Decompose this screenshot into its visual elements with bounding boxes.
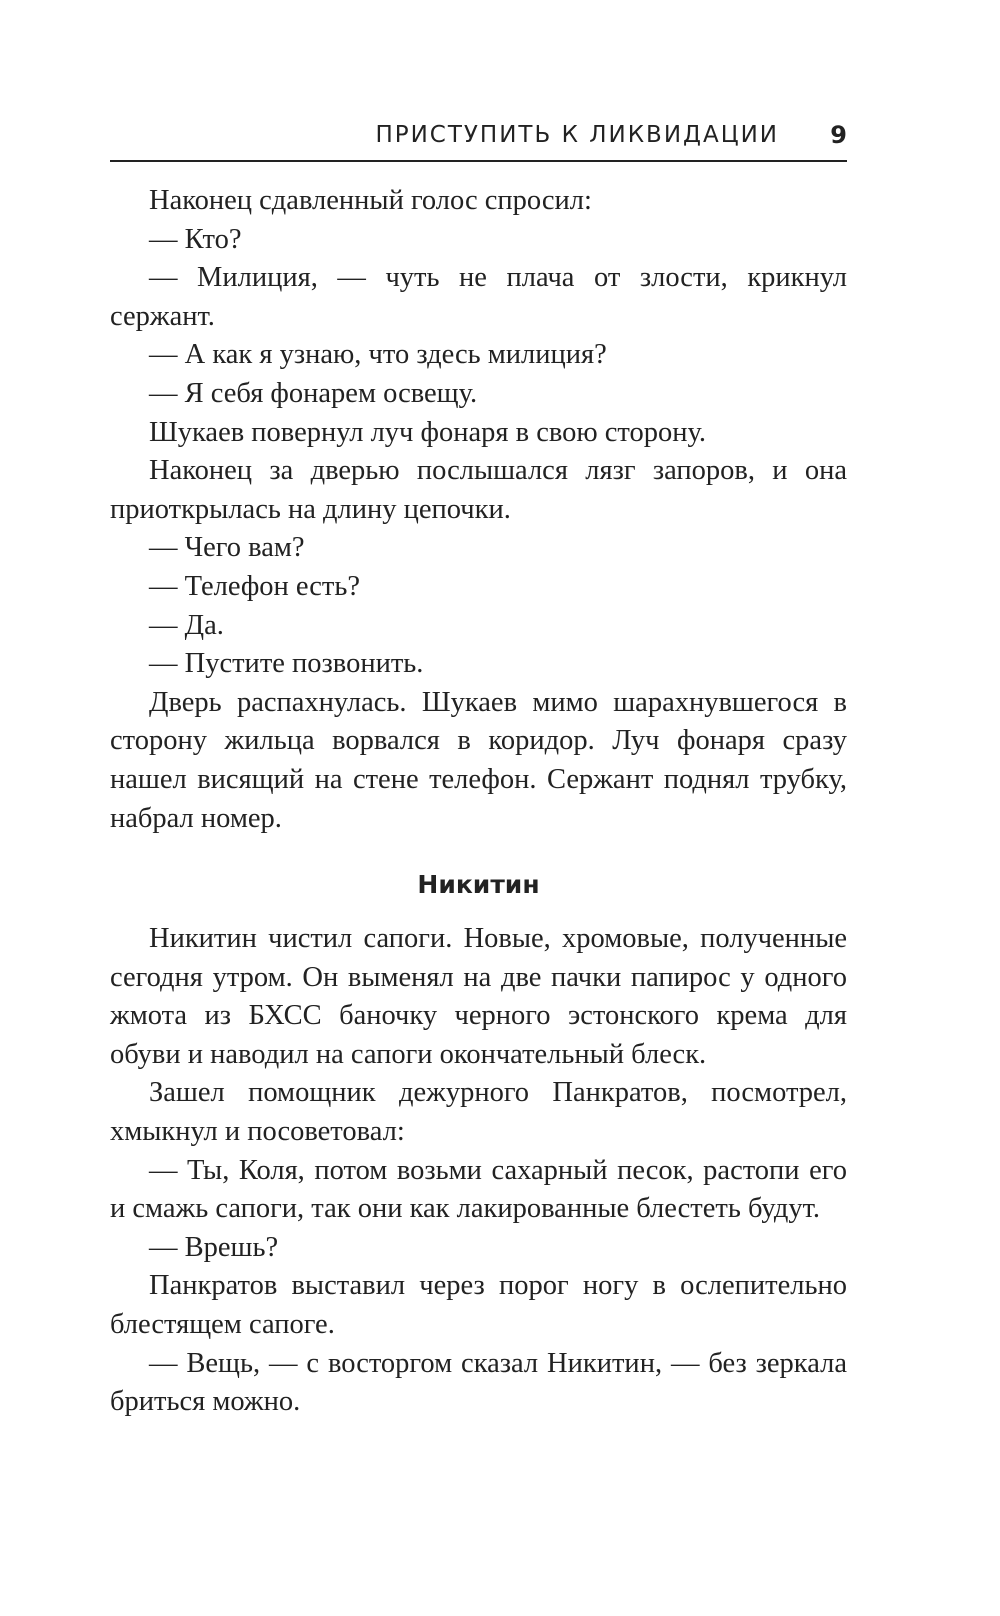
paragraph: Зашел помощник дежурного Панкратов, посмотрел, хмыкнул и посоветовал: xyxy=(110,1077,847,1148)
section-heading: Никитин xyxy=(417,870,540,900)
paragraph: Дверь распахнулась. Шукаев мимо шарахнувшегося в сторону жильца ворвался в коридор. Луч фонаря сразу нашел висящий на стене телефон. Сержант поднял трубку, набрал номер. xyxy=(110,686,847,834)
paragraph: Шукаев повернул луч фонаря в свою сторону. xyxy=(149,416,707,448)
paragraph: Наконец за дверью послышался лязг запоров, и она приоткрылась на длину цепочки. xyxy=(110,455,847,525)
paragraph: — Врешь? xyxy=(149,1231,279,1263)
paragraph: Наконец сдавленный голос спросил: xyxy=(149,185,592,216)
paragraph: — Милиция, — чуть не плача от злости, крикнул сержант. xyxy=(110,262,847,332)
paragraph: — Чего вам? xyxy=(149,532,305,564)
running-header xyxy=(110,118,847,162)
paragraph: — Вещь, — с восторгом сказал Никитин, — без зеркала бриться можно. xyxy=(110,1347,847,1418)
paragraph: — Ты, Коля, потом возьми сахарный песок, растопи его и смажь сапоги, так они как лакированные блестеть будут. xyxy=(110,1154,847,1225)
paragraph: — А как я узнаю, что здесь милиция? xyxy=(149,339,607,371)
paragraph: — Да. xyxy=(149,609,224,641)
page-number: 9 xyxy=(830,121,847,149)
paragraph: — Кто? xyxy=(149,223,242,255)
paragraph: Панкратов выставил через порог ногу в ослепительно блестящем сапоге. xyxy=(110,1270,847,1341)
paragraph: — Я себя фонарем освещу. xyxy=(149,377,478,409)
paragraph: — Телефон есть? xyxy=(149,570,361,602)
paragraph: — Пустите позвонить. xyxy=(149,648,424,680)
body-text xyxy=(110,182,847,1422)
paragraph: Никитин чистил сапоги. Новые, хромовые, полученные сегодня утром. Он выменял на две пачки папирос у одного жмота из БХСС баночку черного эстонского крема для обуви и наводил на сапоги окончательный блеск. xyxy=(110,923,847,1070)
running-title: ПРИСТУПИТЬ К ЛИКВИДАЦИИ xyxy=(375,122,779,148)
